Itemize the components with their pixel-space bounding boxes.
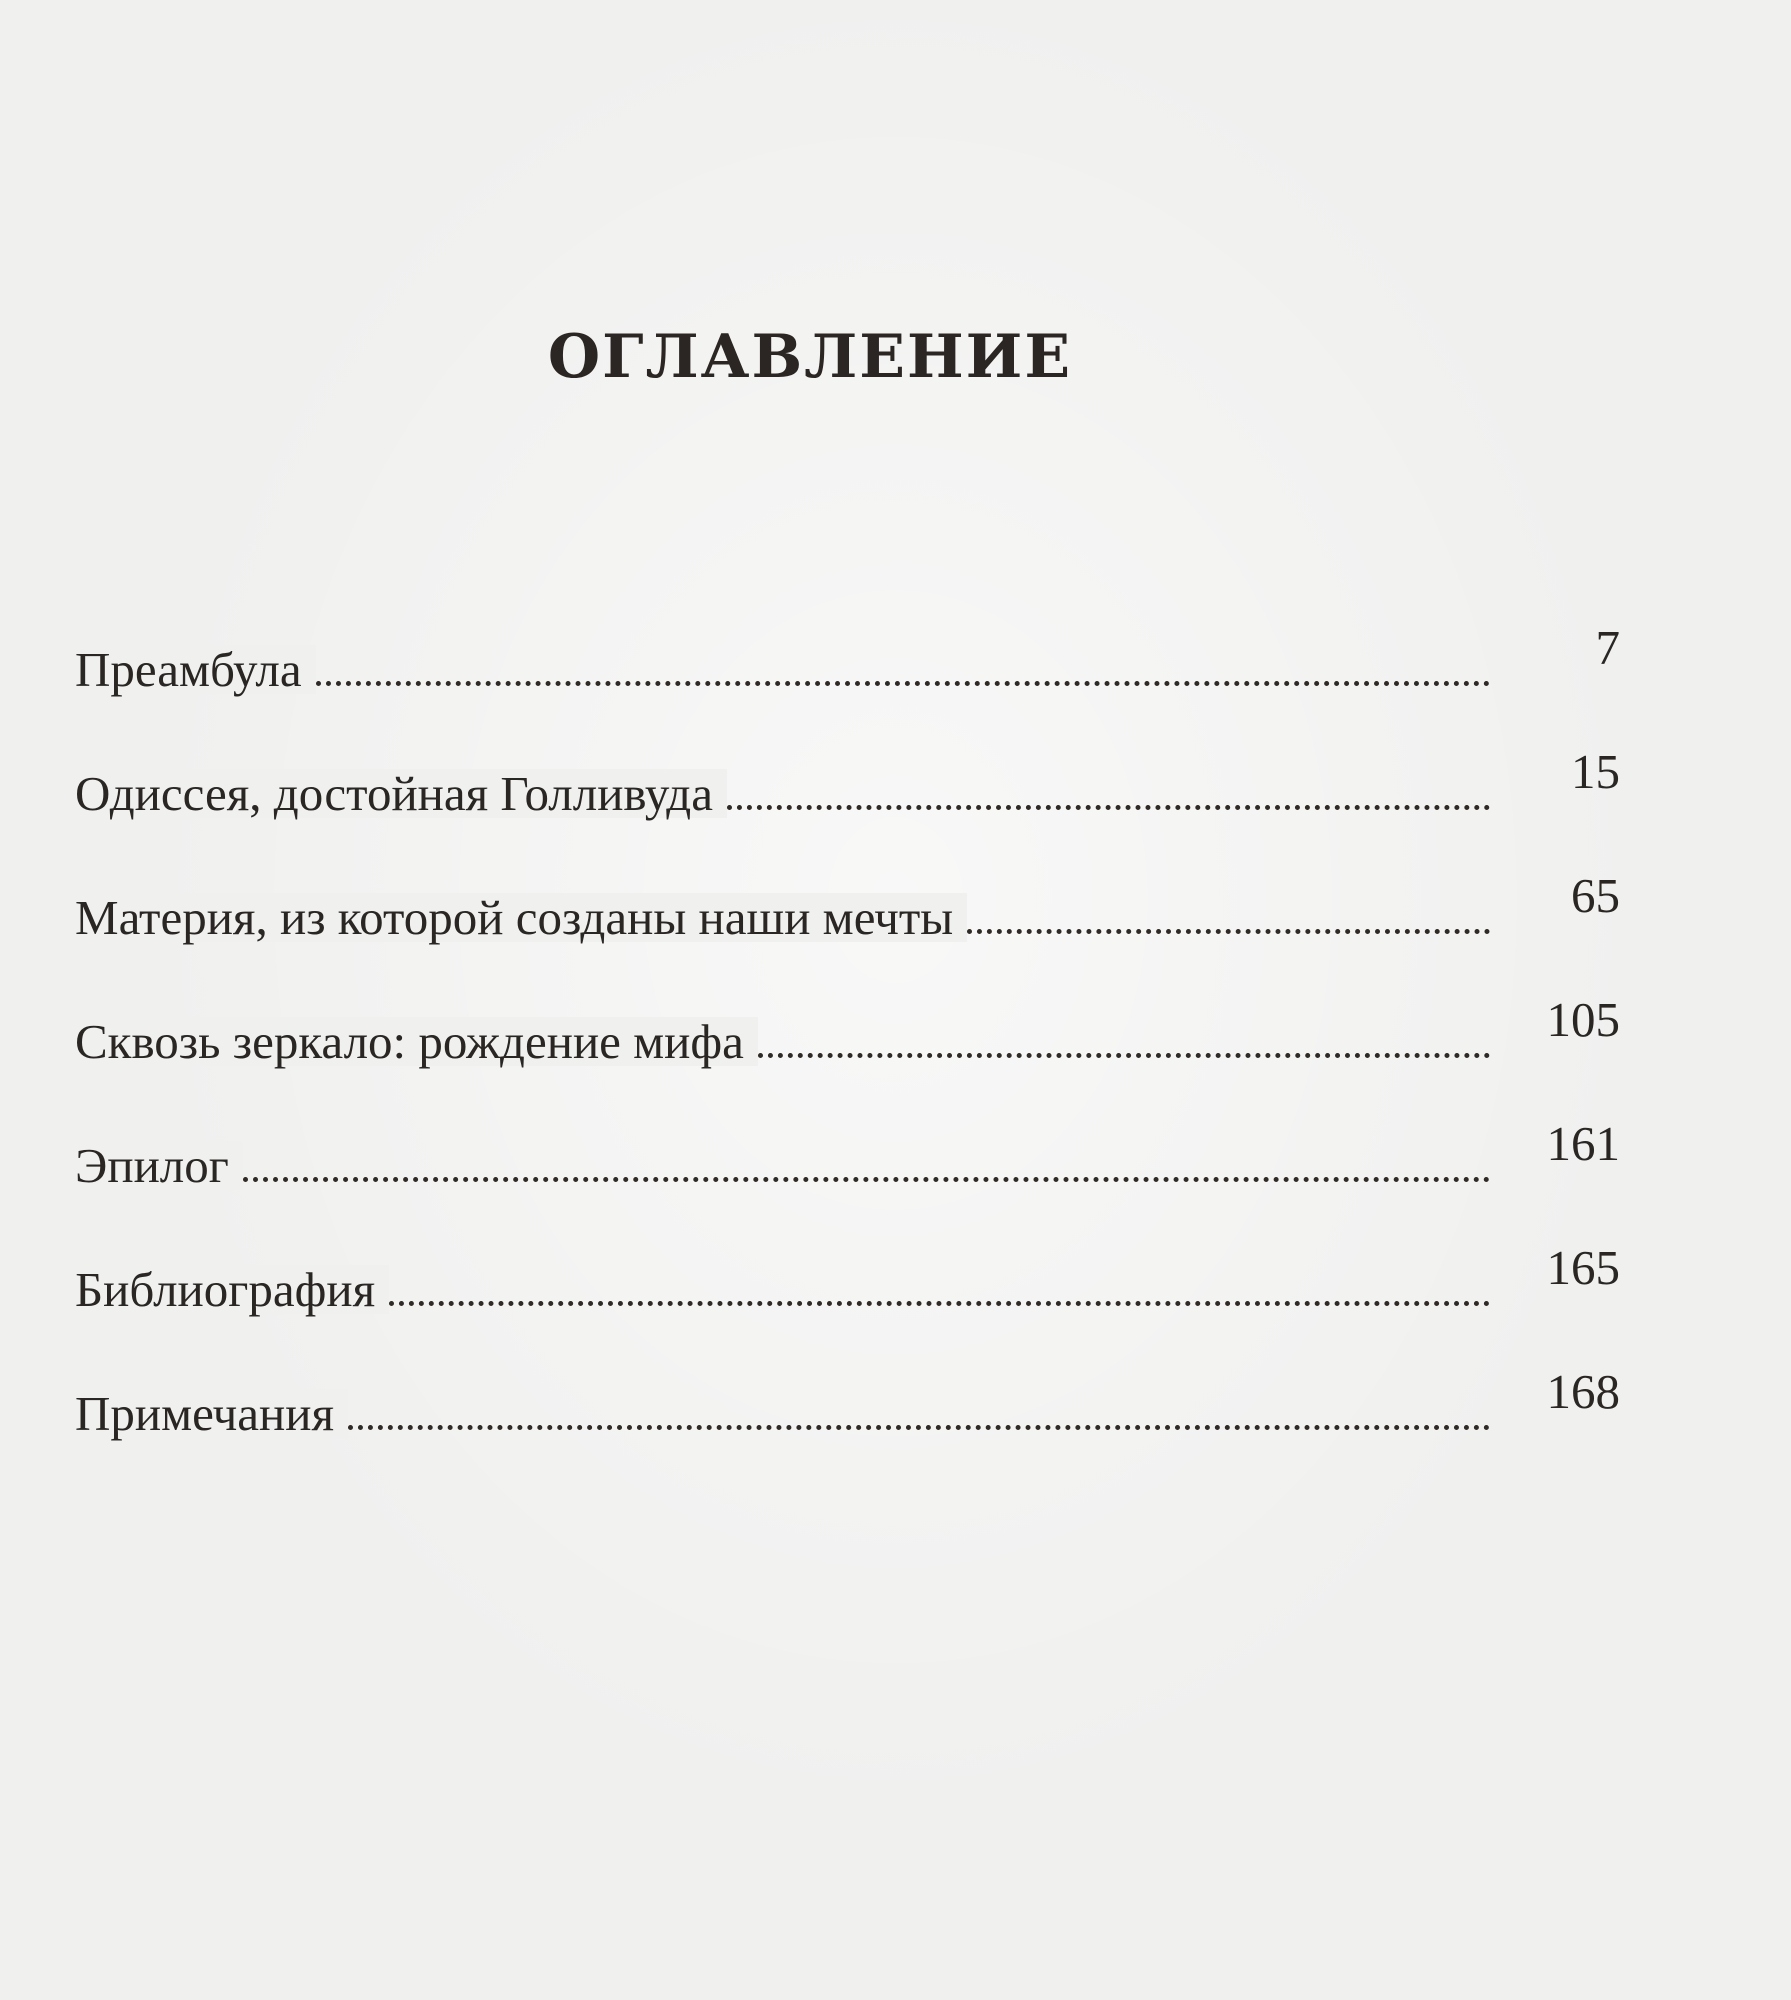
toc-entry-title: Одиссея, достойная Голливуда bbox=[75, 769, 727, 818]
toc-entry[interactable] bbox=[75, 942, 1620, 1069]
toc-entry[interactable] bbox=[75, 818, 1620, 945]
toc-entry-title: Примечания bbox=[75, 1389, 348, 1438]
toc-entry[interactable] bbox=[75, 1314, 1620, 1441]
table-of-contents bbox=[75, 620, 1620, 1441]
toc-entry[interactable] bbox=[75, 694, 1620, 821]
toc-entry-page: 15 bbox=[1571, 744, 1620, 799]
toc-entry-title: Библиография bbox=[75, 1265, 389, 1314]
dot-leader bbox=[316, 681, 1490, 686]
toc-entry[interactable] bbox=[75, 1190, 1620, 1317]
dot-leader bbox=[727, 805, 1490, 810]
toc-entry-page: 165 bbox=[1546, 1240, 1620, 1295]
toc-entry[interactable] bbox=[75, 1066, 1620, 1193]
toc-entry-title: Эпилог bbox=[75, 1141, 243, 1190]
toc-entry-page: 7 bbox=[1595, 620, 1620, 675]
toc-entry-title: Материя, из которой созданы наши мечты bbox=[75, 893, 967, 942]
toc-entry-title: Преамбула bbox=[75, 645, 316, 694]
dot-leader bbox=[348, 1425, 1490, 1430]
dot-leader bbox=[758, 1053, 1490, 1058]
toc-entry-page: 161 bbox=[1546, 1116, 1620, 1171]
toc-entry-page: 65 bbox=[1571, 868, 1620, 923]
toc-entry-page: 105 bbox=[1546, 992, 1620, 1047]
toc-entry-title: Сквозь зеркало: рождение мифа bbox=[75, 1017, 758, 1066]
dot-leader bbox=[389, 1301, 1490, 1306]
toc-entry[interactable] bbox=[75, 620, 1620, 697]
toc-entry-page: 168 bbox=[1546, 1364, 1620, 1419]
dot-leader bbox=[243, 1177, 1490, 1182]
page-title: ОГЛАВЛЕНИЕ bbox=[547, 322, 1073, 392]
dot-leader bbox=[967, 929, 1490, 934]
